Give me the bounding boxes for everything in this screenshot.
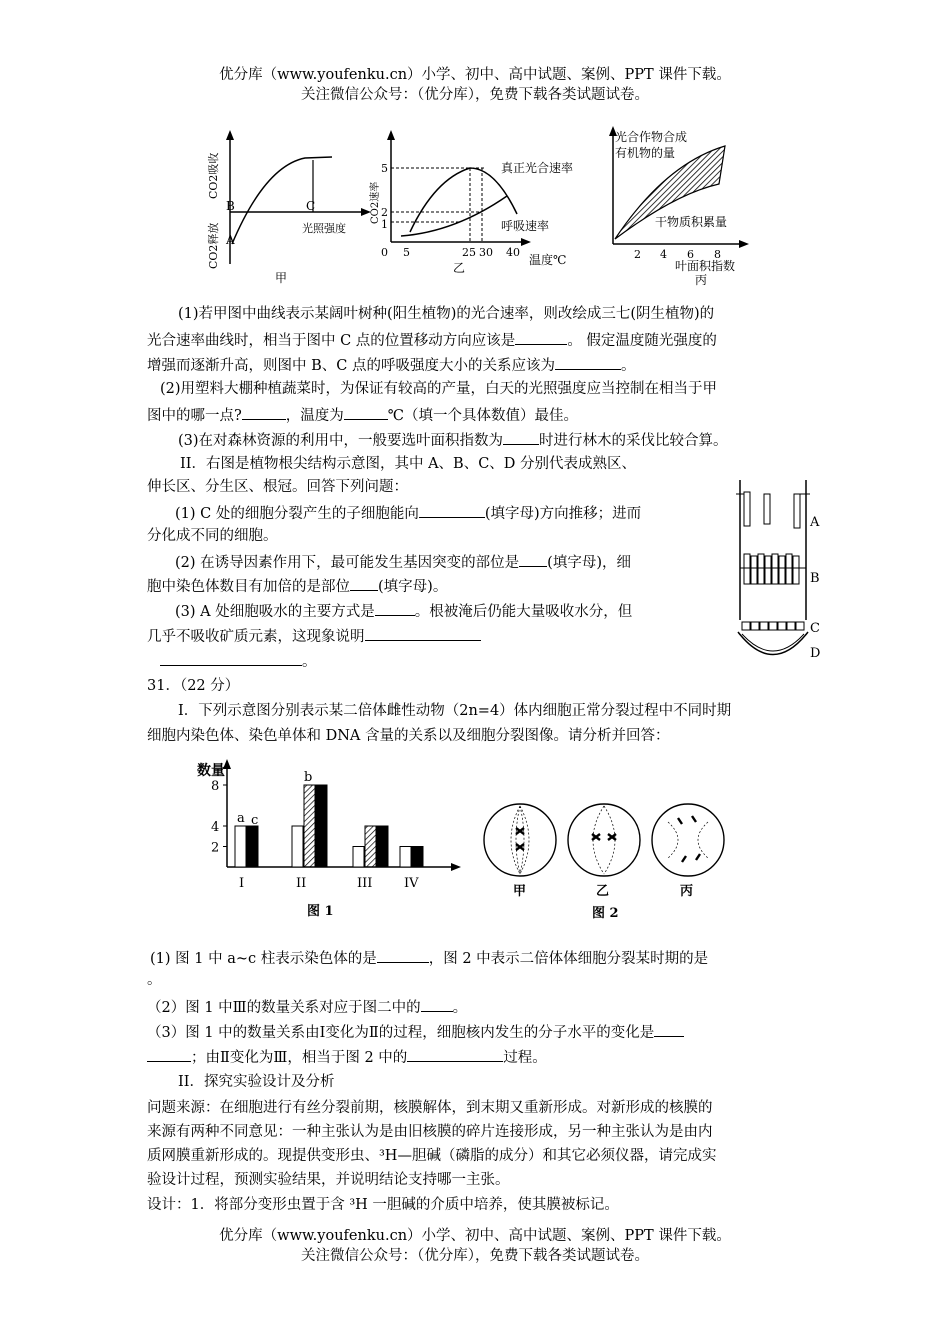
q30-ii1-line2: 分化成不同的细胞。 [147,528,278,544]
q30-i1-line2: 光合速率曲线时，相当于图中 C 点的位置移动方向应该是 。 假定温度随光强度的 [147,329,717,351]
cell-bing-label: 丙 [680,884,694,899]
bing-curve-label: 干物质积累量 [655,215,728,229]
bing-xlabel: 叶面积指数 [675,259,736,273]
bing-ylabel-2: 有机物的量 [615,146,676,160]
q30-ii3-line1: (3) A 处细胞吸水的主要方式是 。根被淹后仍能大量吸收水分，但 [175,600,632,622]
header-line-2: 关注微信公众号：（优分库），免费下载各类试题试卷。 [301,87,649,103]
q31-q1-line1: (1) 图 1 中 a~c 柱表示染色体的是 ，图 2 中表示二倍体体细胞分裂某时期的是 [150,947,708,969]
bar-b-III [365,826,376,867]
chart1-category-IV: IV [404,876,419,891]
bing-caption: 丙 [695,273,708,287]
figure-2-cells [482,792,742,927]
yi-ytick-0: 0 [381,246,388,259]
bing-ylabel-1: 光合作物合成 [615,130,688,144]
chart1-category-III: III [357,876,373,891]
bar-a-I [235,826,246,867]
blank-figure2-match[interactable] [421,996,453,1012]
bing-xtick-2: 2 [634,248,641,261]
chart1-category-II: II [296,876,307,891]
blank-chromosome-bar[interactable] [377,947,429,963]
blank-molecular-change-1[interactable] [654,1021,684,1037]
yi-ylabel: CO2速率 [370,181,381,224]
chart1-annotation-c: c [251,813,259,828]
q31-ii-p5: 设计：1．将部分变形虫置于含 ³H 一胆碱的介质中培养，使其膜被标记。 [147,1197,619,1213]
bing-xtick-8: 8 [714,248,721,261]
root-label-d: D [810,646,821,661]
q30-i1-line3: 增强而逐渐升高，则图中 B、C 点的呼吸强度大小的关系应该为 。 [147,354,635,376]
cell-yi-label: 乙 [596,884,610,899]
figure-2-caption: 图 2 [592,906,619,921]
chart1-ytick-label-2: 2 [211,840,220,856]
blank-light-point[interactable] [242,404,286,420]
blank-conclusion-2[interactable] [160,650,302,666]
q30-ii3-line2: 几乎不吸收矿质元素，这现象说明 [147,625,481,647]
figure-jia [206,130,371,285]
yi-xtick-40: 40 [506,246,520,259]
q30-i2-line1: (2)用塑料大棚种植蔬菜时，为保证有较高的产量，白天的光照强度应当控制在相当于甲 [160,381,718,397]
bar-c-II [316,785,327,867]
yi-ytick-5: 5 [381,162,388,175]
blank-molecular-change-2[interactable] [147,1046,191,1062]
q30-ii2-line1: (2) 在诱导因素作用下，最可能发生基因突变的部位是 (填字母)，细 [175,551,631,573]
footer-line-2: 关注微信公众号：（优分库），免费下载各类试题试卷。 [301,1248,649,1264]
q30-ii-intro-2: 伸长区、分生区、根冠。回答下列问题： [147,479,408,495]
yi-curve2-label: 呼吸速率 [501,219,550,233]
q31-ii-p3: 质网膜重新形成的。现提供变形虫、³H—胆碱（磷脂的成分）和其它必须仪器，请完成实 [147,1148,717,1164]
chart1-annotation-a: a [237,811,245,826]
q31-q3-line1: （3）图 1 中的数量关系由Ⅰ变化为Ⅱ的过程，细胞核内发生的分子水平的变化是 [147,1021,684,1043]
chart1-annotation-b: b [304,770,313,785]
q30-ii3-line3: 。 [160,650,317,672]
yi-xlabel: 温度℃ [529,253,567,267]
q31-intro-2: 细胞内染色体、染色单体和 DNA 含量的关系以及细胞分裂图像。请分析并回答： [147,728,670,744]
footer-line-1: 优分库（www.youfenku.cn）小学、初中、高中试题、案例、PPT 课件下载。 [219,1228,731,1244]
q31-title: 31．（22 分） [147,678,240,694]
yi-xtick-5: 5 [403,246,410,259]
cell-bing [652,804,724,899]
blank-leaf-index[interactable] [503,429,539,445]
bar-c-I [247,826,258,867]
cell-jia-label: 甲 [513,884,527,899]
root-label-b: B [810,571,820,586]
q30-i2-line2: 图中的哪一点? ，温度为 ℃（填一个具体数值）最佳。 [147,404,578,426]
blank-temperature[interactable] [344,404,388,420]
chart1-ytick-label-4: 4 [211,820,220,835]
bar-c-IV [412,847,423,868]
jia-ylabel-top: CO2吸收 [207,152,220,199]
blank-conclusion-1[interactable] [365,625,481,641]
bar-c-III [377,826,388,867]
figure-yi [368,130,573,275]
bar-b-II [304,785,315,867]
bing-xtick-6: 6 [687,248,694,261]
q31-q3-line2: ；由Ⅱ变化为Ⅲ，相当于图 2 中的 过程。 [147,1046,547,1068]
bar-a-III [353,847,364,868]
root-tip-figure [720,472,830,672]
jia-caption: 甲 [275,271,288,285]
bing-xtick-4: 4 [660,248,667,261]
cell-yi [568,804,640,899]
yi-curve1-label: 真正光合速率 [501,161,574,175]
blank-push-direction[interactable] [419,502,485,518]
q31-intro-1: I．下列示意图分别表示某二倍体雌性动物（2n=4）体内细胞正常分裂过程中不同时期 [178,703,732,719]
jia-xlabel: 光照强度 [302,222,346,235]
q31-q2-line: （2）图 1 中Ⅲ的数量关系对应于图二中的 。 [147,996,467,1018]
blank-doubling-site[interactable] [350,575,378,591]
q30-ii2-line2: 胞中染色体数目有加倍的是部位 (填字母)。 [147,575,447,597]
yi-xtick-25: 25 [462,246,476,259]
q31-ii-p1: 问题来源：在细胞进行有丝分裂前期，核膜解体，到末期又重新形成。对新形成的核膜的 [147,1100,713,1116]
blank-mutation-site[interactable] [519,551,547,567]
chart1-category-I: I [239,876,245,891]
chart1-ytick-label-8: 8 [211,779,220,794]
jia-point-b: B [226,199,235,213]
figure-bing [609,126,749,287]
jia-point-a: A [226,233,235,247]
yi-ytick-2: 2 [381,206,388,219]
blank-bc-relation[interactable] [555,354,621,370]
q31-q1-line2: 。 [147,972,162,988]
blank-c-direction[interactable] [515,329,567,345]
blank-water-absorption[interactable] [375,600,415,616]
chart1-ylabel: 数量 [197,763,225,779]
q30-i1-line1: (1)若甲图中曲线表示某阔叶树种(阳生植物)的光合速率，则改绘成三七(阴生植物)的 [178,306,715,322]
figure-1-bar-chart [195,755,475,925]
jia-point-c: C [306,199,316,213]
root-label-c: C [810,621,820,636]
root-label-a: A [810,515,820,530]
yi-ytick-1: 1 [381,218,388,231]
chart1-title: 图 1 [307,904,334,919]
yi-xtick-30: 30 [479,246,493,259]
q31-ii-title: II．探究实验设计及分析 [178,1074,335,1090]
q31-ii-p4: 验设计过程，预测实验结果，并说明结论支持哪一主张。 [147,1172,510,1188]
jia-ylabel-bottom: CO2释放 [207,222,220,269]
cell-jia [484,804,556,899]
q30-i3-line: (3)在对森林资源的利用中，一般要选叶面积指数为 时进行林木的采伐比较合算。 [178,429,728,451]
bar-a-II [292,826,303,867]
q31-ii-p2: 来源有两种不同意见：一种主张认为是由旧核膜的碎片连接形成，另一种主张认为是由内 [147,1124,713,1140]
yi-caption: 乙 [453,261,466,275]
bar-a-IV [400,847,411,868]
q30-ii-intro-1: II．右图是植物根尖结构示意图，其中 A、B、C、D 分别代表成熟区、 [180,456,637,472]
header-line-1: 优分库（www.youfenku.cn）小学、初中、高中试题、案例、PPT 课件下载。 [219,67,731,83]
top-figures [195,124,755,289]
q30-ii1-line1: (1) C 处的细胞分裂产生的子细胞能向 (填字母)方向推移；进而 [175,502,641,524]
blank-process[interactable] [407,1046,503,1062]
